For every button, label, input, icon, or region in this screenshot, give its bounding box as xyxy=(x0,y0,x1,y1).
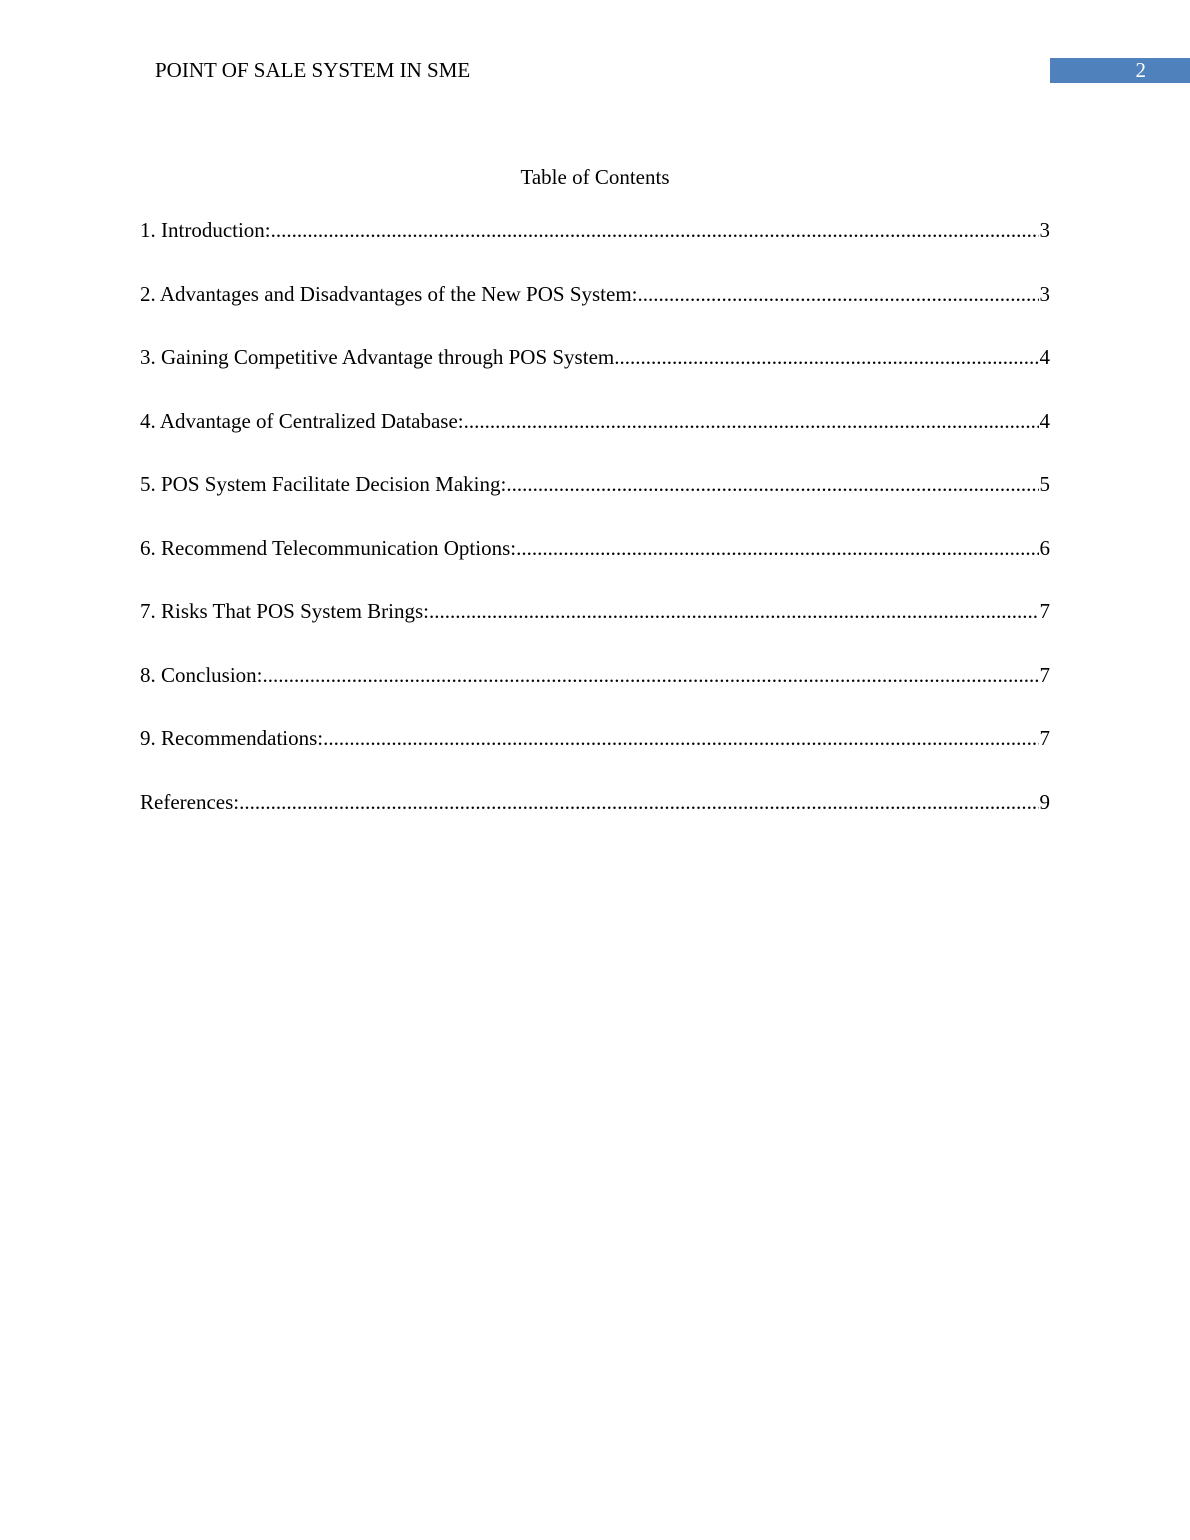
toc-entry-page: 7 xyxy=(1039,599,1050,623)
toc-dot-leader xyxy=(464,407,1039,435)
toc-dot-leader xyxy=(263,661,1039,689)
toc-entry-title: 3. Gaining Competitive Advantage through POS System xyxy=(140,345,615,369)
toc-entry[interactable] xyxy=(140,280,1050,344)
toc-entry-page: 7 xyxy=(1039,662,1050,687)
toc-entry-title: 1. Introduction: xyxy=(140,218,271,242)
toc-entry[interactable] xyxy=(140,661,1050,725)
toc-entry[interactable] xyxy=(140,470,1050,534)
toc-dot-leader xyxy=(239,788,1038,816)
toc-entry-title: 8. Conclusion: xyxy=(140,662,263,687)
toc-entry[interactable] xyxy=(140,343,1050,407)
toc-entry-page: 9 xyxy=(1039,789,1050,814)
toc-entry-page: 7 xyxy=(1039,726,1050,750)
toc-list xyxy=(140,216,1050,851)
toc-entry-page: 5 xyxy=(1039,472,1050,496)
toc-entry-title: 4. Advantage of Centralized Database: xyxy=(140,408,464,433)
toc-entry-page: 4 xyxy=(1039,345,1050,369)
toc-entry-title: 7. Risks That POS System Brings: xyxy=(140,599,429,623)
toc-entry-title: 2. Advantages and Disadvantages of the New POS System: xyxy=(140,281,638,306)
toc-entry-title: 9. Recommendations: xyxy=(140,726,324,750)
toc-entry-page: 6 xyxy=(1039,535,1050,560)
toc-dot-leader xyxy=(323,724,1038,752)
running-head: POINT OF SALE SYSTEM IN SME xyxy=(155,58,471,82)
toc-entry-title: 6. Recommend Telecommunication Options: xyxy=(140,535,517,560)
toc-heading: Table of Contents xyxy=(520,165,670,189)
toc-entry-page: 4 xyxy=(1039,408,1050,433)
toc-entry[interactable] xyxy=(140,724,1050,788)
toc-dot-leader xyxy=(614,343,1038,371)
toc-entry[interactable] xyxy=(140,788,1050,852)
toc-entry-page: 3 xyxy=(1039,281,1050,306)
toc-entry-page: 3 xyxy=(1039,218,1050,242)
toc-entry-title: References: xyxy=(140,789,240,814)
toc-entry[interactable] xyxy=(140,216,1050,280)
page-number-badge: 2 xyxy=(1050,58,1190,83)
toc-dot-leader xyxy=(429,597,1039,625)
toc-dot-leader xyxy=(638,280,1039,308)
toc-dot-leader xyxy=(506,470,1038,498)
toc-entry[interactable] xyxy=(140,407,1050,471)
toc-dot-leader xyxy=(516,534,1038,562)
toc-entry[interactable] xyxy=(140,597,1050,661)
toc-entry[interactable] xyxy=(140,534,1050,598)
toc-dot-leader xyxy=(271,216,1039,244)
toc-entry-title: 5. POS System Facilitate Decision Making: xyxy=(140,472,507,496)
